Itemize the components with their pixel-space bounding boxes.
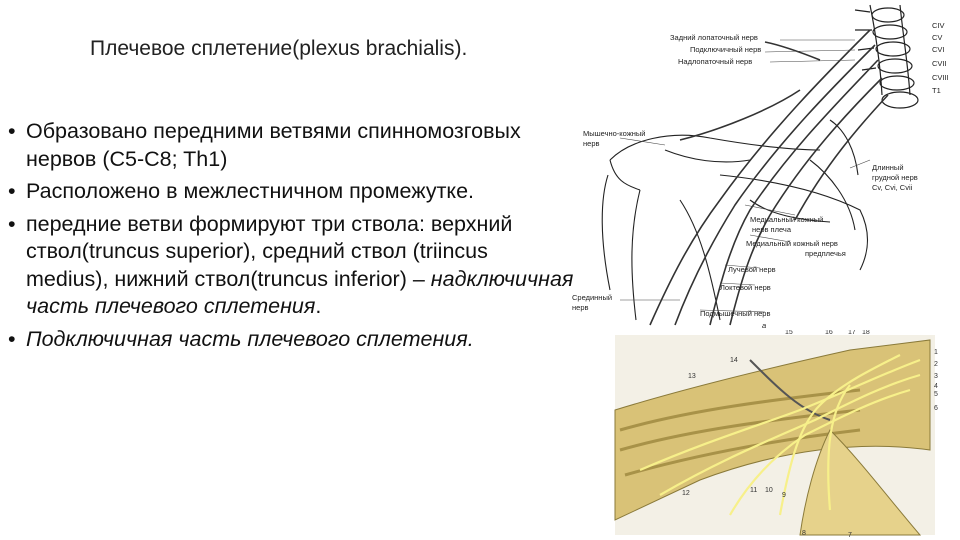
- label-median-nerve-line1: Срединный: [572, 293, 613, 302]
- label-ulnar-nerve: Локтевой нерв: [720, 283, 771, 292]
- number-label: 1: [934, 349, 938, 356]
- brachial-plexus-drawing: [570, 0, 960, 330]
- number-label: 3: [934, 373, 938, 380]
- bullet-italic-text: надключичная часть плечевого сплетения: [26, 266, 574, 318]
- label-radial-nerve: Лучевой нерв: [728, 265, 776, 274]
- number-label: 6: [934, 405, 938, 412]
- label-medial-cutaneous-forearm-line1: Медиальный кожный нерв: [746, 239, 838, 248]
- label-subclavian-nerve: Подключичный нерв: [690, 45, 762, 54]
- bullet-list: [4, 118, 574, 358]
- number-label: 14: [730, 357, 738, 364]
- figure-letter: а: [762, 321, 767, 330]
- axillary-region-illustration: [600, 330, 945, 540]
- label-medial-cutaneous-forearm-line2: предплечья: [805, 249, 846, 258]
- vertebra-label: CV: [932, 33, 943, 42]
- bullet-item: [4, 178, 574, 206]
- label-long-thoracic-nerve-line3: Cv, Cvi, Cvii: [872, 183, 913, 192]
- label-medial-cutaneous-arm-line2: нерв плеча: [752, 225, 791, 234]
- bullet-item: [4, 211, 574, 321]
- bullet-italic-text: Подключичная часть плечевого сплетения.: [26, 326, 474, 351]
- label-suprascapular-nerve: Надлопаточный нерв: [678, 57, 753, 66]
- number-label: 15: [785, 330, 793, 336]
- number-label: 10: [765, 487, 773, 494]
- label-musculocutaneous-nerve-line1: Мышечно-кожный: [583, 129, 646, 138]
- number-label: 13: [688, 373, 696, 380]
- vertebra-label: CVI: [932, 45, 945, 54]
- bullet-text: Расположено в межлестничном промежутке.: [26, 179, 475, 203]
- vertebra-label: CVII: [932, 59, 947, 68]
- bullet-text: передние ветви формируют три ствола: верхний ствол(truncus superior), средний ствол (triincus medius), нижний ствол(truncus inferior) –: [26, 211, 513, 291]
- number-label: 17: [848, 330, 856, 336]
- slide-title: Плечевое сплетение(plexus brachialis).: [90, 37, 468, 60]
- bullet-item: [4, 118, 574, 173]
- nerve-bundle: [650, 30, 888, 325]
- number-label: 4: [934, 383, 938, 390]
- vertebra-label: CIV: [932, 21, 945, 30]
- number-label: 7: [848, 532, 852, 539]
- number-label: 8: [802, 530, 806, 537]
- label-medial-cutaneous-arm-line1: Медиальный кожный: [750, 215, 824, 224]
- number-label: 11: [750, 487, 758, 494]
- number-label: 12: [682, 490, 690, 497]
- number-label: 9: [782, 492, 786, 499]
- number-label: 18: [862, 330, 870, 336]
- vertebra-label: T1: [932, 86, 941, 95]
- bullet-text: Образовано передними ветвями спинномозговых нервов (C5-C8; Th1): [26, 119, 521, 171]
- vertebra-label: CVIII: [932, 73, 949, 82]
- number-label: 5: [934, 391, 938, 398]
- label-long-thoracic-nerve-line1: Длинный: [872, 163, 904, 172]
- bullet-item: [4, 326, 574, 354]
- label-median-nerve-line2: нерв: [572, 303, 589, 312]
- bullet-tail-text: .: [315, 294, 322, 318]
- label-musculocutaneous-nerve-line2: нерв: [583, 139, 600, 148]
- number-label: 2: [934, 361, 938, 368]
- label-axillary-nerve: Подмышечный нерв: [700, 309, 771, 318]
- label-long-thoracic-nerve-line2: грудной нерв: [872, 173, 918, 182]
- label-dorsal-scapular-nerve: Задний лопаточный нерв: [670, 33, 758, 42]
- number-label: 16: [825, 330, 833, 336]
